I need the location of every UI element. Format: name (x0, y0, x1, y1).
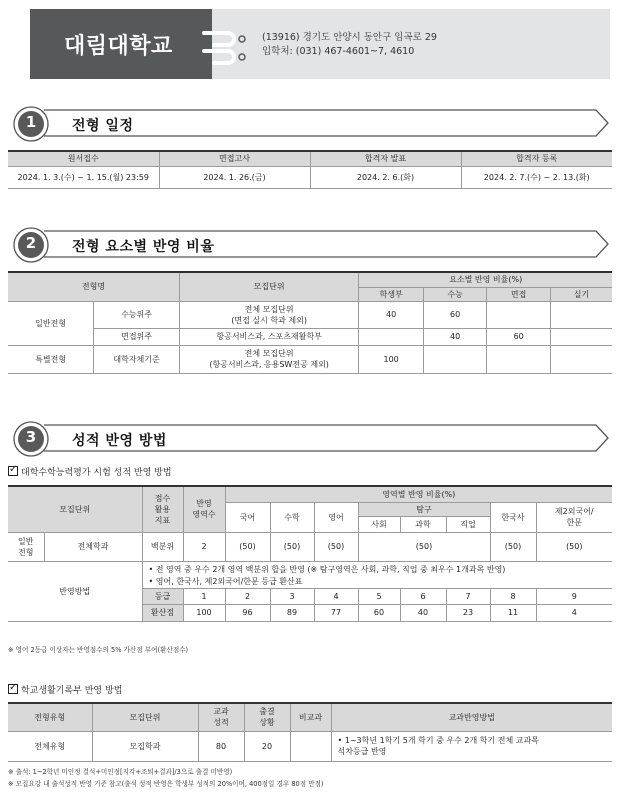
record-cell (290, 731, 331, 761)
grade-cell: 3 (270, 588, 314, 604)
record-header: 비교과 (290, 703, 331, 731)
header-address-block (262, 31, 437, 59)
csat-col-inquiry: 탐구 (358, 502, 490, 516)
csat-header-ratio: 영역별 반영 비율(%) (225, 486, 612, 502)
section-number: 2 (25, 234, 37, 252)
csat-col-science: 과학 (400, 516, 446, 532)
section-number: 1 (25, 113, 37, 131)
grade-cell: 4 (314, 588, 358, 604)
section-1-header (8, 105, 612, 145)
ratio-value: 40 (423, 328, 487, 345)
schedule-table (8, 150, 612, 189)
section-2-header (8, 226, 612, 266)
section-title: 전형 일정 (72, 118, 134, 134)
record-subheading (8, 683, 122, 696)
csat-row-value: (50) (536, 532, 612, 561)
conv-label: 환산점 (142, 604, 183, 621)
csat-table (8, 485, 612, 622)
university-name: 대림대학교 (64, 34, 173, 59)
ratio-value (550, 345, 612, 373)
csat-col-social: 사회 (358, 516, 400, 532)
method-bullet: • 영어, 한국사, 제2외국어/한문 등급 환산표 (148, 576, 303, 586)
conv-cell: 11 (490, 604, 536, 621)
csat-row-value: (50) (490, 532, 536, 561)
conv-cell: 4 (536, 604, 612, 621)
conv-cell: 40 (400, 604, 446, 621)
conv-cell: 96 (225, 604, 270, 621)
ratio-sub: 면접위주 (94, 328, 180, 345)
schedule-header: 원서접수 (8, 151, 159, 166)
schedule-header: 합격자 등록 (461, 151, 612, 166)
method-bullet: • 전 영역 중 우수 2개 영역 백분위 합을 반영 (※ 탐구영역은 사회, 과학, 직업 중 최우수 1개과목 반영) (148, 564, 506, 574)
record-table (8, 702, 612, 762)
csat-col-english: 영어 (314, 502, 358, 532)
conv-cell: 89 (270, 604, 314, 621)
method-label: 반영방법 (8, 561, 142, 621)
record-header: 교과 성적 (198, 703, 244, 731)
csat-col-lang2: 제2외국어/ 한문 (536, 502, 612, 532)
grade-cell: 7 (446, 588, 490, 604)
section-title: 전형 요소별 반영 비율 (72, 239, 215, 255)
csat-row-unit: 전체학과 (44, 532, 142, 561)
contact-line: 입학처: (031) 467-4601~7, 4610 (262, 46, 415, 57)
csat-header-count: 반영 영역수 (183, 486, 225, 532)
grade-cell: 2 (225, 588, 270, 604)
ratio-col-header: 학생부 (359, 287, 424, 301)
ratio-value (550, 328, 612, 345)
grade-cell: 5 (358, 588, 400, 604)
csat-col-korean: 국어 (225, 502, 270, 532)
checkbox-icon (8, 466, 18, 476)
schedule-value: 2024. 1. 26.(금) (159, 166, 310, 188)
record-cell: 80 (198, 731, 244, 761)
record-header: 출결 상황 (244, 703, 290, 731)
attendance-note: ※ 모집요강 내 출석성적 반영 기준 참고(출석 성적 반영은 학생부 성적의 20%이며, 400점일 경우 80점 만점) (8, 780, 324, 788)
ratio-header-type: 전형명 (8, 272, 179, 301)
ratio-value: 60 (487, 328, 551, 345)
grade-cell: 8 (490, 588, 536, 604)
csat-row-value: (50) (225, 532, 270, 561)
checkbox-icon (8, 684, 18, 694)
ratio-value (423, 345, 487, 373)
address-line: (13916) 경기도 안양시 동안구 임곡로 29 (262, 32, 437, 43)
csat-subheading-text: 대학수학능력평가 시험 성적 반영 방법 (21, 468, 172, 478)
schedule-header: 합격자 발표 (310, 151, 461, 166)
ratio-col-header: 수능 (423, 287, 487, 301)
ratio-unit: 전체 모집단위 (항공서비스과, 응용SW전공 제외) (179, 345, 358, 373)
record-cell: 전체유형 (8, 731, 92, 761)
ratio-col-header: 면접 (487, 287, 551, 301)
record-method: • 1~3학년 1학기 5개 학기 중 우수 2개 학기 전체 교과목 석차등급 반영 (331, 731, 612, 761)
record-header: 전형유형 (8, 703, 92, 731)
ratio-value (550, 301, 612, 328)
ratio-value: 40 (359, 301, 424, 328)
ratio-sub: 대학자체기준 (94, 345, 180, 373)
method-bullets (142, 561, 612, 588)
grade-label: 등급 (142, 588, 183, 604)
ratio-sub: 수능위주 (94, 301, 180, 328)
conv-cell: 100 (183, 604, 225, 621)
record-header: 교과반영방법 (331, 703, 612, 731)
ratio-value (487, 345, 551, 373)
ratio-table (8, 271, 612, 374)
schedule-value: 2024. 1. 3.(수) ~ 1. 15.(월) 23:59 (8, 166, 159, 188)
grade-cell: 9 (536, 588, 612, 604)
section-title: 성적 반영 방법 (72, 433, 167, 449)
ratio-value (359, 328, 424, 345)
binder-clip-icon (198, 21, 252, 67)
english-bonus-note: ※ 영어 2등급 이상자는 반영점수의 5% 가산점 부여(환산점수) (8, 646, 189, 654)
csat-subheading (8, 465, 172, 478)
ratio-unit: 항공서비스과, 스포츠재활학부 (179, 328, 358, 345)
header-banner (30, 9, 610, 79)
ratio-group: 일반전형 (8, 301, 94, 345)
conv-cell: 60 (358, 604, 400, 621)
ratio-header-ratio: 요소별 반영 비율(%) (359, 272, 612, 287)
record-subheading-text: 학교생활기록부 반영 방법 (21, 686, 123, 696)
conv-cell: 23 (446, 604, 490, 621)
ratio-value: 100 (359, 345, 424, 373)
grade-cell: 1 (183, 588, 225, 604)
ratio-value: 60 (423, 301, 487, 328)
ratio-unit: 전체 모집단위 (면접 실시 학과 제외) (179, 301, 358, 328)
ratio-group: 특별전형 (8, 345, 94, 373)
record-cell: 20 (244, 731, 290, 761)
csat-row-score: 백분위 (142, 532, 183, 561)
csat-row-value: (50) (270, 532, 314, 561)
ratio-col-header: 실기 (550, 287, 612, 301)
csat-row-count: 2 (183, 532, 225, 561)
section-3-header (8, 420, 612, 460)
conv-cell: 77 (314, 604, 358, 621)
grade-cell: 6 (400, 588, 446, 604)
csat-row-value: (50) (314, 532, 358, 561)
csat-header-unit: 모집단위 (8, 486, 142, 532)
schedule-header: 면접고사 (159, 151, 310, 166)
schedule-value: 2024. 2. 7.(수) ~ 2. 13.(화) (461, 166, 612, 188)
csat-col-math: 수학 (270, 502, 314, 532)
csat-header-score: 점수 활용 지표 (142, 486, 183, 532)
csat-row-value: (50) (358, 532, 490, 561)
csat-col-history: 한국사 (490, 502, 536, 532)
section-number: 3 (25, 428, 37, 446)
attendance-note: ※ 출석: 1~2학년 미인정 결석+미인정[지각+조퇴+결과]/3으로 출결 미반영) (8, 768, 233, 776)
record-header: 모집단위 (92, 703, 198, 731)
record-cell: 모집학과 (92, 731, 198, 761)
ratio-value (487, 301, 551, 328)
csat-col-vocational: 직업 (446, 516, 490, 532)
csat-row-group: 일반 전형 (8, 532, 44, 561)
schedule-value: 2024. 2. 6.(화) (310, 166, 461, 188)
ratio-header-unit: 모집단위 (179, 272, 358, 301)
